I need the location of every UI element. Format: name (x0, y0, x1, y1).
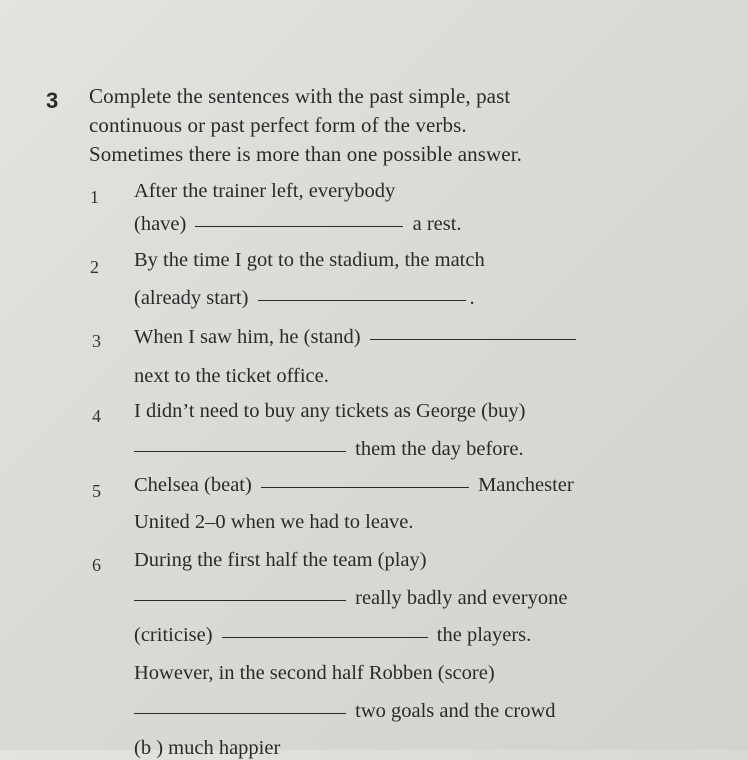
instruction-line: Complete the sentences with the past simple, past (89, 84, 511, 108)
item-3-line-2: next to the ticket office. (134, 365, 329, 387)
answer-blank[interactable] (134, 450, 346, 452)
answer-blank[interactable] (222, 636, 428, 638)
item-1-line-1: After the trainer left, everybody (134, 180, 396, 202)
item-6-line-4: However, in the second half Robben (score) (134, 662, 495, 684)
item-number: 5 (92, 481, 101, 501)
sentence-text: really badly and everyone (355, 587, 568, 609)
item-6-line-2 (134, 587, 567, 610)
item-number: 3 (92, 331, 101, 351)
item-6-line-6-cropped: (b ) much happier (134, 737, 281, 759)
item-3-line-1 (134, 326, 580, 349)
exercise-number: 3 (46, 88, 59, 113)
item-6-line-3 (134, 624, 531, 647)
item-number: 1 (90, 187, 99, 207)
sentence-text: a rest. (412, 213, 462, 235)
sentence-text: When I saw him, he (stand) (134, 326, 361, 348)
sentence-text: them the day before. (355, 438, 524, 460)
sentence-text: . (469, 287, 475, 309)
answer-blank[interactable] (258, 299, 466, 301)
instruction-line: Sometimes there is more than one possible answer. (89, 142, 522, 166)
verb-prompt: (already start) (134, 287, 249, 309)
answer-blank[interactable] (134, 599, 346, 601)
item-2-line-1: By the time I got to the stadium, the match (134, 249, 485, 271)
sentence-text: two goals and the crowd (355, 700, 556, 722)
sentence-text: Manchester (478, 474, 574, 496)
answer-blank[interactable] (195, 225, 403, 227)
sentence-text: the players. (436, 624, 532, 646)
instruction-line: continuous or past perfect form of the verbs. (89, 113, 467, 137)
item-5-line-2: United 2–0 when we had to leave. (134, 511, 414, 533)
verb-prompt: Chelsea (beat) (134, 474, 252, 496)
answer-blank[interactable] (261, 486, 469, 488)
item-number: 6 (92, 555, 101, 575)
item-4-line-1: I didn’t need to buy any tickets as George (buy) (134, 400, 526, 422)
item-6-line-1: During the first half the team (play) (134, 549, 427, 571)
item-6-line-5 (134, 700, 556, 723)
item-number: 2 (90, 257, 99, 277)
answer-blank[interactable] (134, 712, 346, 714)
item-2-line-2 (134, 287, 475, 310)
verb-prompt: (criticise) (134, 624, 213, 646)
item-5-line-1 (134, 474, 574, 497)
exercise-instruction (89, 82, 649, 169)
item-1-line-2 (134, 213, 462, 236)
item-number: 4 (92, 406, 101, 426)
answer-blank[interactable] (370, 338, 576, 340)
item-4-line-2 (134, 438, 524, 461)
verb-prompt: (have) (134, 213, 187, 235)
